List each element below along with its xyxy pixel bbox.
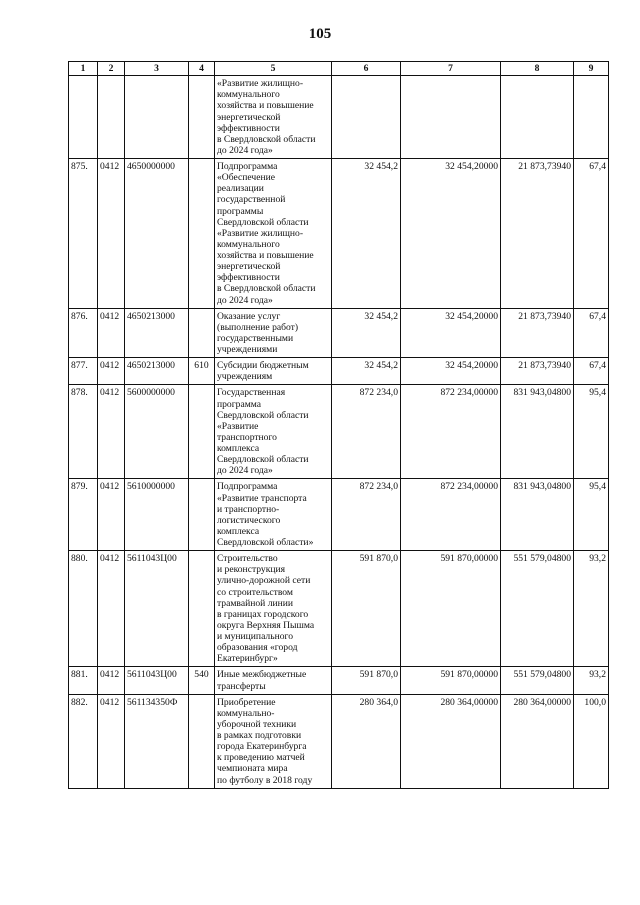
table-row — [69, 308, 609, 358]
section-code: 0412 — [98, 358, 125, 385]
percent-executed: 67,4 — [574, 159, 609, 309]
item-name: Государственная программа Свердловской области «Развитие транспортного комплекса Свердловской области до 2024 года» — [215, 385, 332, 479]
value-col-7: 32 454,20000 — [401, 358, 501, 385]
row-number: 881. — [69, 667, 98, 694]
section-code: 0412 — [98, 308, 125, 358]
target-article-code: 4650213000 — [125, 308, 189, 358]
value-col-7: 872 234,00000 — [401, 385, 501, 479]
expense-type-code — [189, 694, 215, 788]
table-row — [69, 551, 609, 667]
target-article-code: 4650000000 — [125, 159, 189, 309]
row-number: 882. — [69, 694, 98, 788]
percent-executed: 95,4 — [574, 479, 609, 551]
column-header: 5 — [215, 62, 332, 76]
column-header: 9 — [574, 62, 609, 76]
table-row — [69, 694, 609, 788]
target-article-code: 5610000000 — [125, 479, 189, 551]
page-number: 105 — [308, 26, 332, 42]
percent-executed — [574, 76, 609, 159]
section-code: 0412 — [98, 385, 125, 479]
value-col-8: 21 873,73940 — [501, 308, 574, 358]
row-number: 875. — [69, 159, 98, 309]
value-col-8: 831 943,04800 — [501, 385, 574, 479]
item-name: Строительство и реконструкция улично-дорожной сети со строительством трамвайной линии в границах городского округа Верхняя Пышма и муниципального образования «город Екатеринбург» — [215, 551, 332, 667]
column-header: 2 — [98, 62, 125, 76]
percent-executed: 100,0 — [574, 694, 609, 788]
value-col-7: 32 454,20000 — [401, 159, 501, 309]
table-row — [69, 159, 609, 309]
expense-type-code — [189, 76, 215, 159]
percent-executed: 93,2 — [574, 551, 609, 667]
column-header: 1 — [69, 62, 98, 76]
item-name: Приобретение коммунально- уборочной техники в рамках подготовки города Екатеринбурга к проведению матчей чемпионата мира по футболу в 2018 году — [215, 694, 332, 788]
row-number: 878. — [69, 385, 98, 479]
expense-type-code — [189, 551, 215, 667]
column-header: 4 — [189, 62, 215, 76]
value-col-6: 872 234,0 — [332, 385, 401, 479]
column-header: 3 — [125, 62, 189, 76]
target-article-code — [125, 76, 189, 159]
table-row — [69, 479, 609, 551]
table-body — [69, 76, 609, 789]
value-col-7: 32 454,20000 — [401, 308, 501, 358]
value-col-7: 591 870,00000 — [401, 667, 501, 694]
value-col-6: 32 454,2 — [332, 308, 401, 358]
value-col-6 — [332, 76, 401, 159]
target-article-code: 5600000000 — [125, 385, 189, 479]
section-code: 0412 — [98, 694, 125, 788]
section-code: 0412 — [98, 551, 125, 667]
target-article-code: 4650213000 — [125, 358, 189, 385]
expense-type-code: 610 — [189, 358, 215, 385]
percent-executed: 95,4 — [574, 385, 609, 479]
table-row — [69, 667, 609, 694]
section-code: 0412 — [98, 479, 125, 551]
value-col-8: 831 943,04800 — [501, 479, 574, 551]
value-col-7: 280 364,00000 — [401, 694, 501, 788]
percent-executed: 67,4 — [574, 308, 609, 358]
item-name: «Развитие жилищно- коммунального хозяйства и повышение энергетической эффективности в Свердловской области до 2024 года» — [215, 76, 332, 159]
percent-executed: 67,4 — [574, 358, 609, 385]
value-col-7: 591 870,00000 — [401, 551, 501, 667]
row-number — [69, 76, 98, 159]
target-article-code: 561134350Ф — [125, 694, 189, 788]
table-row — [69, 358, 609, 385]
section-code: 0412 — [98, 667, 125, 694]
column-header: 6 — [332, 62, 401, 76]
table-row — [69, 385, 609, 479]
percent-executed: 93,2 — [574, 667, 609, 694]
expense-type-code — [189, 308, 215, 358]
value-col-8: 551 579,04800 — [501, 667, 574, 694]
item-name: Оказание услуг (выполнение работ) государственными учреждениями — [215, 308, 332, 358]
column-header: 8 — [501, 62, 574, 76]
table-header-row — [69, 62, 609, 76]
value-col-7: 872 234,00000 — [401, 479, 501, 551]
expense-type-code — [189, 159, 215, 309]
value-col-8: 551 579,04800 — [501, 551, 574, 667]
row-number: 876. — [69, 308, 98, 358]
item-name: Иные межбюджетные трансферты — [215, 667, 332, 694]
expense-type-code: 540 — [189, 667, 215, 694]
column-header: 7 — [401, 62, 501, 76]
value-col-6: 591 870,0 — [332, 667, 401, 694]
value-col-8 — [501, 76, 574, 159]
row-number: 880. — [69, 551, 98, 667]
row-number: 877. — [69, 358, 98, 385]
value-col-6: 32 454,2 — [332, 159, 401, 309]
value-col-8: 21 873,73940 — [501, 159, 574, 309]
value-col-6: 280 364,0 — [332, 694, 401, 788]
item-name: Подпрограмма «Развитие транспорта и транспортно- логистического комплекса Свердловской области» — [215, 479, 332, 551]
target-article-code: 5611043Ц00 — [125, 667, 189, 694]
target-article-code: 5611043Ц00 — [125, 551, 189, 667]
row-number: 879. — [69, 479, 98, 551]
item-name: Субсидии бюджетным учреждениям — [215, 358, 332, 385]
value-col-8: 280 364,00000 — [501, 694, 574, 788]
budget-table — [68, 61, 609, 789]
value-col-6: 872 234,0 — [332, 479, 401, 551]
item-name: Подпрограмма «Обеспечение реализации государственной программы Свердловской области «Развитие жилищно- коммунального хозяйства и повышение энергетической эффективности в Свердловской области до 2024 года» — [215, 159, 332, 309]
table-row — [69, 76, 609, 159]
section-code: 0412 — [98, 159, 125, 309]
expense-type-code — [189, 385, 215, 479]
value-col-7 — [401, 76, 501, 159]
section-code — [98, 76, 125, 159]
value-col-6: 32 454,2 — [332, 358, 401, 385]
value-col-6: 591 870,0 — [332, 551, 401, 667]
expense-type-code — [189, 479, 215, 551]
value-col-8: 21 873,73940 — [501, 358, 574, 385]
